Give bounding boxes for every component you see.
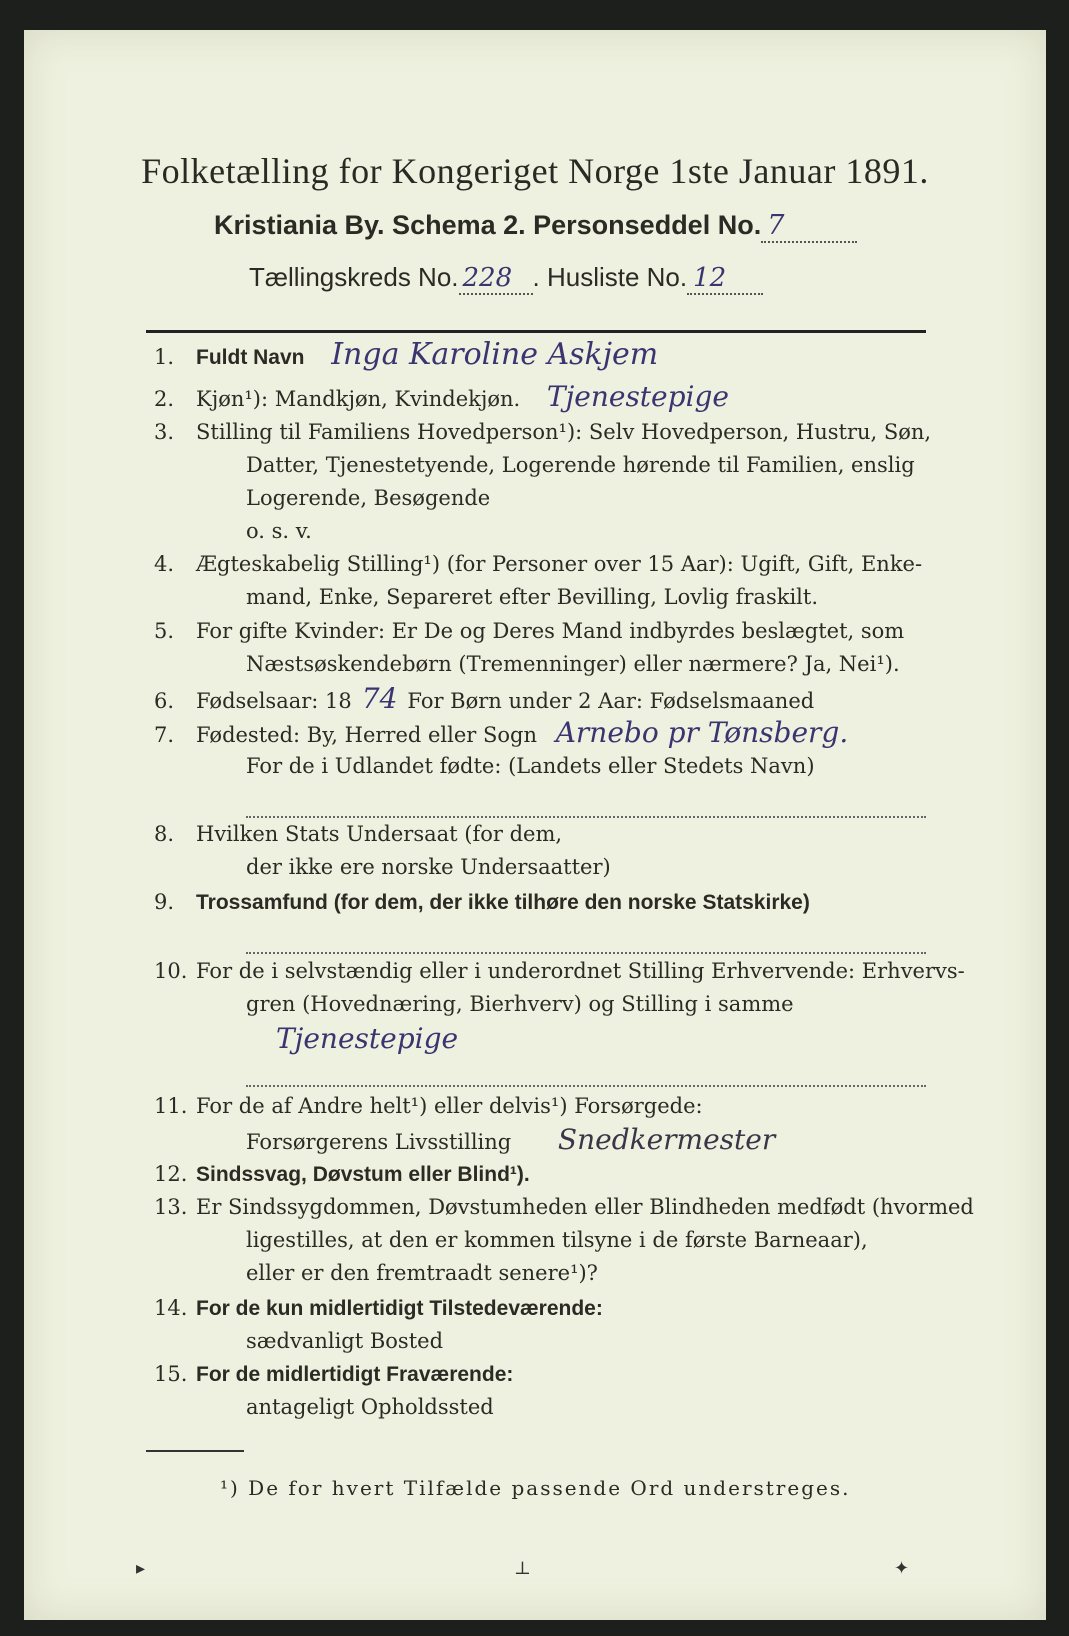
item-11-line-2: Forsørgerens Livsstilling Snedkermester: [246, 1123, 776, 1156]
personseddel-number: 7: [767, 210, 785, 241]
item-15: 15. For de midlertidigt Fraværende:: [154, 1362, 514, 1386]
item-3: 3. Stilling til Familiens Hovedperson¹): Selv Hovedperson, Hustru, Søn,: [154, 420, 932, 444]
register-mark-right-icon: ✦: [894, 1558, 910, 1579]
register-mark-left-icon: ▸: [136, 1558, 146, 1579]
item-10-value-line: [154, 1022, 936, 1058]
item-6: 6. Fødselsaar: 18 74 For Børn under 2 Aar: Fødselsmaaned: [154, 682, 815, 715]
footnote-rule: [146, 1450, 244, 1452]
item-3-line-3: Logerende, Besøgende: [246, 486, 491, 510]
item-10: 10. For de i selvstændig eller i underordnet Stilling Erhvervende: Erhvervs-: [154, 959, 965, 983]
schema-line-prefix: Kristiania By. Schema 2. Personseddel No.: [214, 210, 762, 240]
item-4: 4. Ægteskabelig Stilling¹) (for Personer over 15 Aar): Ugift, Gift, Enke-: [154, 552, 923, 576]
item-11: 11. For de af Andre helt¹) eller delvis¹) Forsørgede:: [154, 1094, 703, 1118]
item-10-blank-line: [246, 1085, 926, 1087]
item-14: 14. For de kun midlertidigt Tilstedeværende:: [154, 1296, 603, 1320]
birthplace-value: Arnebo pr Tønsberg.: [555, 716, 849, 749]
item-15-line-2: antageligt Opholdssted: [246, 1395, 494, 1419]
item-7: 7. Fødested: By, Herred eller Sogn Arnebo pr Tønsberg.: [154, 716, 849, 749]
item-13-line-3: eller er den fremtraadt senere¹)?: [246, 1261, 598, 1285]
item-8: 8. Hvilken Stats Undersaat (for dem,: [154, 822, 563, 846]
item-7-line-2: For de i Udlandet fødte: (Landets eller Stedets Navn): [246, 754, 815, 778]
occupation-value: Tjenestepige: [276, 1022, 459, 1055]
census-form-sheet: [24, 30, 1046, 1620]
header-rule: [146, 330, 926, 333]
item-12: 12. Sindssvag, Døvstum eller Blind¹).: [154, 1162, 530, 1186]
item-1: 1. Fuldt Navn Inga Karoline Askjem: [154, 337, 659, 372]
item-14-line-2: sædvanligt Bosted: [246, 1329, 444, 1353]
item-5-line-2: Næstsøskendebørn (Tremenninger) eller nærmere? Ja, Nei¹).: [246, 652, 900, 676]
footnote: ¹) De for hvert Tilfælde passende Ord understreges.: [220, 1476, 851, 1500]
provider-occupation-value: Snedkermester: [557, 1123, 776, 1156]
item-3-line-2: Datter, Tjenestetyende, Logerende hørende til Familien, enslig: [246, 453, 915, 477]
item-5: 5. For gifte Kvinder: Er De og Deres Mand indbyrdes beslægtet, som: [154, 619, 905, 643]
district-line-prefix: Tællingskreds No.: [249, 262, 459, 292]
birth-year-value: 74: [361, 682, 398, 715]
item-8-line-2: der ikke ere norske Undersaatter): [246, 855, 611, 879]
full-name-value: Inga Karoline Askjem: [331, 337, 659, 372]
item-4-line-2: mand, Enke, Separeret efter Bevilling, Lovlig fraskilt.: [246, 585, 819, 609]
item-3-line-4: o. s. v.: [246, 519, 312, 543]
schema-line: [214, 210, 857, 243]
item-2: 2. Kjøn¹): Mandkjøn, Kvindekjøn. Tjenestepige: [154, 380, 730, 413]
item-10-line-2: gren (Hovednæring, Bierhverv) og Stilling i samme: [246, 992, 794, 1016]
item-2-label: Kjøn¹): Mandkjøn, Kvindekjøn.: [196, 387, 521, 411]
item-9: 9. Trossamfund (for dem, der ikke tilhøre den norske Statskirke): [154, 890, 810, 914]
form-title: Folketælling for Kongeriget Norge 1ste Januar 1891.: [141, 151, 929, 191]
item-9-blank-line: [246, 952, 926, 954]
sex-occupation-value: Tjenestepige: [546, 380, 730, 413]
district-line-mid: . Husliste No.: [532, 262, 688, 292]
item-1-label: Fuldt Navn: [196, 346, 305, 369]
register-mark-center-icon: ⊥: [514, 1558, 531, 1579]
tellingskreds-number: 228: [462, 263, 513, 293]
item-13-line-2: ligestilles, at den er kommen tilsyne i de første Barneaar),: [246, 1228, 868, 1252]
husliste-number: 12: [693, 263, 727, 293]
item-13: 13. Er Sindssygdommen, Døvstumheden eller Blindheden medfødt (hvormed: [154, 1195, 974, 1219]
district-line: [249, 262, 763, 295]
